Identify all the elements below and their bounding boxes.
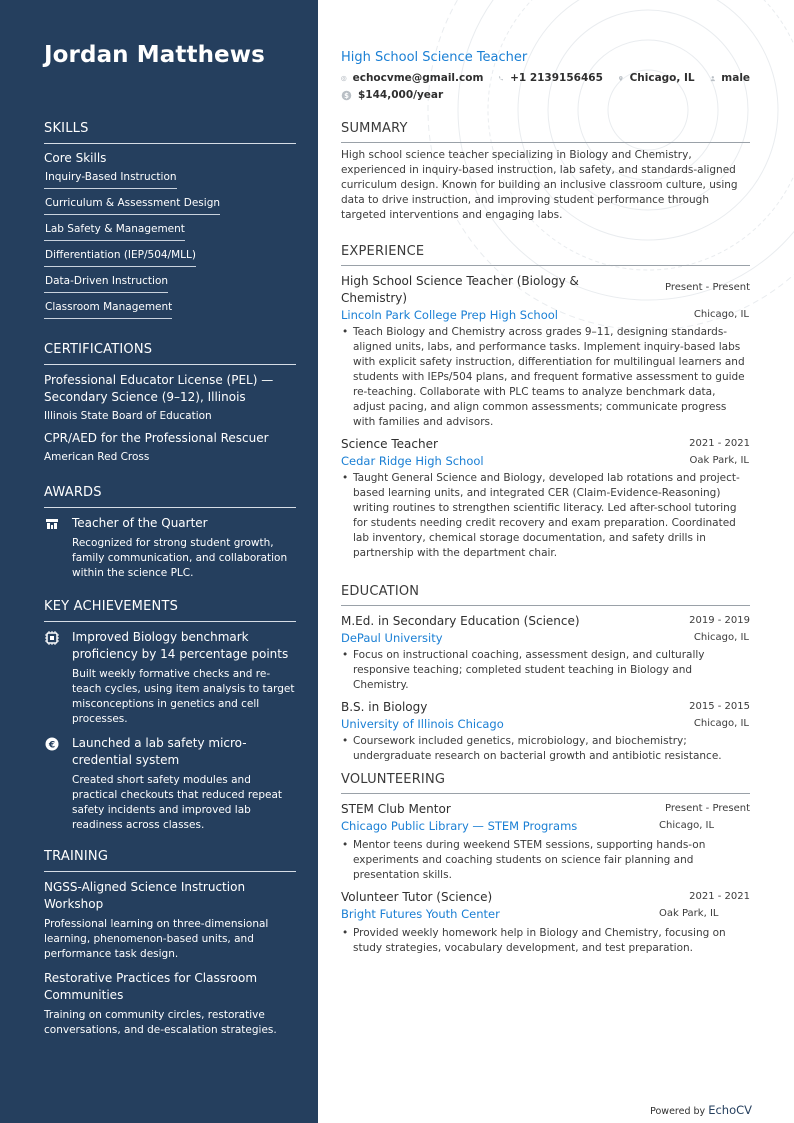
svg-text:$: $ xyxy=(344,91,349,100)
location-text: Chicago, IL xyxy=(629,72,695,84)
phone-text[interactable]: +1 2139156465 xyxy=(510,72,603,84)
summary-section xyxy=(341,121,750,223)
award-item xyxy=(44,515,296,581)
education-heading: EDUCATION xyxy=(341,584,750,606)
training-title: NGSS-Aligned Science Instruction Workshop xyxy=(44,880,246,911)
footer-brand[interactable]: EchoCV xyxy=(708,1103,752,1117)
entry-bullet: • Focus on instructional coaching, assessment design, and culturally responsive teaching; completed student teaching in Biology and Chemistry. xyxy=(341,648,750,693)
entry-title: M.Ed. in Secondary Education (Science) xyxy=(341,614,580,628)
certification-item xyxy=(44,372,296,422)
awards-section xyxy=(44,485,296,581)
awards-heading: AWARDS xyxy=(44,485,296,508)
entry-location: Chicago, IL xyxy=(659,820,715,831)
achievements-section xyxy=(44,599,296,833)
entry-bullet: • Mentor teens during weekend STEM sessions, supporting hands-on experiments and coaching students on science fair planning and presentation skills. xyxy=(341,838,750,883)
salary-text: $144,000/year xyxy=(358,89,444,101)
entry-date: 2019 - 2019 xyxy=(689,615,750,626)
experience-section xyxy=(341,244,750,561)
money-icon xyxy=(341,90,352,101)
job-title: High School Science Teacher xyxy=(341,50,528,65)
skill-item: Inquiry-Based Instruction xyxy=(44,166,177,189)
skill-item: Data-Driven Instruction xyxy=(44,270,168,293)
entry-bullet: • Taught General Science and Biology, developed lab rotations and project-based learning units, and integrated CER (Claim-Evidence-Reasoning) writing routines to strengthen scientific literacy. Led after-school tutoring for students needing credit recovery and exam preparation. Coordinated lab inventory, chemical storage documentation, and safety drills in partnership with the department chair. xyxy=(341,471,750,561)
training-item xyxy=(44,879,296,962)
powered-by-footer[interactable] xyxy=(650,1103,752,1117)
entry-title: B.S. in Biology xyxy=(341,700,428,714)
certifications-heading: CERTIFICATIONS xyxy=(44,342,296,365)
skills-heading: SKILLS xyxy=(44,121,296,144)
achievement-item xyxy=(44,735,296,833)
certification-title: CPR/AED for the Professional Rescuer xyxy=(44,431,269,445)
entry-date: Present - Present xyxy=(664,282,750,293)
entry-title: High School Science Teacher (Biology & Chemistry) xyxy=(341,274,579,305)
training-heading: TRAINING xyxy=(44,849,296,872)
entry-organization: DePaul University xyxy=(341,631,443,645)
entry-location: Chicago, IL xyxy=(693,718,749,729)
entry-location: Oak Park, IL xyxy=(689,455,749,466)
volunteering-entry xyxy=(341,801,750,883)
entry-title: STEM Club Mentor xyxy=(341,802,451,816)
entry-date: 2021 - 2021 xyxy=(689,891,750,902)
achievement-title: Improved Biology benchmark proficiency by 14 percentage points xyxy=(72,630,289,661)
certification-title: Professional Educator License (PEL) — Secondary Science (9–12), Illinois xyxy=(44,373,274,404)
training-description: Training on community circles, restorative conversations, and de-escalation strategies. xyxy=(44,1009,277,1036)
email-text[interactable]: echocvme@gmail.com xyxy=(352,72,484,84)
experience-heading: EXPERIENCE xyxy=(341,244,750,266)
volunteering-section xyxy=(341,772,750,956)
training-section xyxy=(44,849,296,1038)
gender-text: male xyxy=(721,72,751,84)
training-item xyxy=(44,970,296,1038)
building-icon xyxy=(44,516,60,532)
education-entry xyxy=(341,699,750,764)
salary-row xyxy=(341,89,750,101)
footer-prefix: Powered by xyxy=(650,1106,706,1117)
chip-icon xyxy=(44,630,60,646)
sidebar xyxy=(0,0,318,1123)
location-pin-icon xyxy=(618,73,624,84)
award-title: Teacher of the Quarter xyxy=(72,516,208,530)
candidate-name: Jordan Matthews xyxy=(44,42,265,68)
contact-row xyxy=(341,72,750,84)
achievements-heading: KEY ACHIEVEMENTS xyxy=(44,599,296,622)
summary-heading: SUMMARY xyxy=(341,121,750,143)
person-icon xyxy=(710,73,716,84)
certification-issuer: Illinois State Board of Education xyxy=(44,410,212,422)
entry-bullet: • Coursework included genetics, microbiology, and biochemistry; undergraduate research on bacterial growth and antibiotic resistance. xyxy=(341,734,750,764)
certification-issuer: American Red Cross xyxy=(44,451,150,463)
entry-location: Chicago, IL xyxy=(693,632,749,643)
entry-date: 2021 - 2021 xyxy=(689,438,750,449)
training-title: Restorative Practices for Classroom Communities xyxy=(44,971,258,1002)
award-description: Recognized for strong student growth, family communication, and collaboration within the science PLC. xyxy=(72,537,288,579)
achievement-title: Launched a lab safety micro-credential system xyxy=(72,736,247,767)
entry-organization: Chicago Public Library — STEM Programs xyxy=(341,819,578,833)
skill-item: Differentiation (IEP/504/MLL) xyxy=(44,244,196,267)
certifications-section xyxy=(44,342,296,463)
svg-text:€: € xyxy=(48,740,56,751)
certification-item xyxy=(44,430,296,463)
entry-bullet: • Provided weekly homework help in Biology and Chemistry, focusing on study strategies, vocabulary development, and test preparation. xyxy=(341,926,750,956)
entry-title: Science Teacher xyxy=(341,437,438,451)
entry-title: Volunteer Tutor (Science) xyxy=(341,890,493,904)
volunteering-entry xyxy=(341,889,750,956)
entry-date: Present - Present xyxy=(664,803,750,814)
experience-entry xyxy=(341,436,750,561)
achievement-description: Created short safety modules and practical checkouts that reduced repeat safety incidents and improved lab readiness across classes. xyxy=(72,774,283,831)
header-block xyxy=(341,50,750,101)
at-icon xyxy=(341,73,347,84)
entry-organization: Lincoln Park College Prep High School xyxy=(341,308,558,322)
entry-organization: University of Illinois Chicago xyxy=(341,717,504,731)
summary-text: High school science teacher specializing in Biology and Chemistry, experienced in inquiry-based instruction, lab safety, and standards-aligned curriculum design. Known for building an inclusive classroom culture, using data to drive instruction, and improving student performance through targeted interventions and engaging labs. xyxy=(341,149,738,221)
volunteering-heading: VOLUNTEERING xyxy=(341,772,750,794)
skills-section xyxy=(44,121,296,322)
achievement-description: Built weekly formative checks and re-teach cycles, using item analysis to target misconceptions in genetics and cell processes. xyxy=(72,668,295,725)
entry-date: 2015 - 2015 xyxy=(689,701,750,712)
achievement-item xyxy=(44,629,296,727)
coin-icon xyxy=(44,736,60,752)
phone-icon xyxy=(498,73,504,84)
core-skills-subheading: Core Skills xyxy=(44,151,107,165)
skill-item: Lab Safety & Management xyxy=(44,218,185,241)
entry-location: Chicago, IL xyxy=(693,309,749,320)
entry-bullet: • Teach Biology and Chemistry across grades 9–11, designing standards-aligned units, labs, and performance tasks. Implement inquiry-based labs with explicit safety instruction, differentiation for multilingual learners and students with IEPs/504 plans, and frequent formative assessment to guide re-teaching. Collaborate with PLC teams to analyze benchmark data, adjust pacing, and align common assessments; communicate progress with families and advisors. xyxy=(341,325,750,430)
entry-location: Oak Park, IL xyxy=(659,908,719,919)
skill-item: Classroom Management xyxy=(44,296,172,319)
education-entry xyxy=(341,613,750,693)
skill-item: Curriculum & Assessment Design xyxy=(44,192,220,215)
training-description: Professional learning on three-dimensional learning, phenomenon-based units, and performance task design. xyxy=(44,918,269,960)
entry-organization: Bright Futures Youth Center xyxy=(341,907,500,921)
education-section xyxy=(341,584,750,764)
experience-entry xyxy=(341,273,750,430)
entry-organization: Cedar Ridge High School xyxy=(341,454,484,468)
